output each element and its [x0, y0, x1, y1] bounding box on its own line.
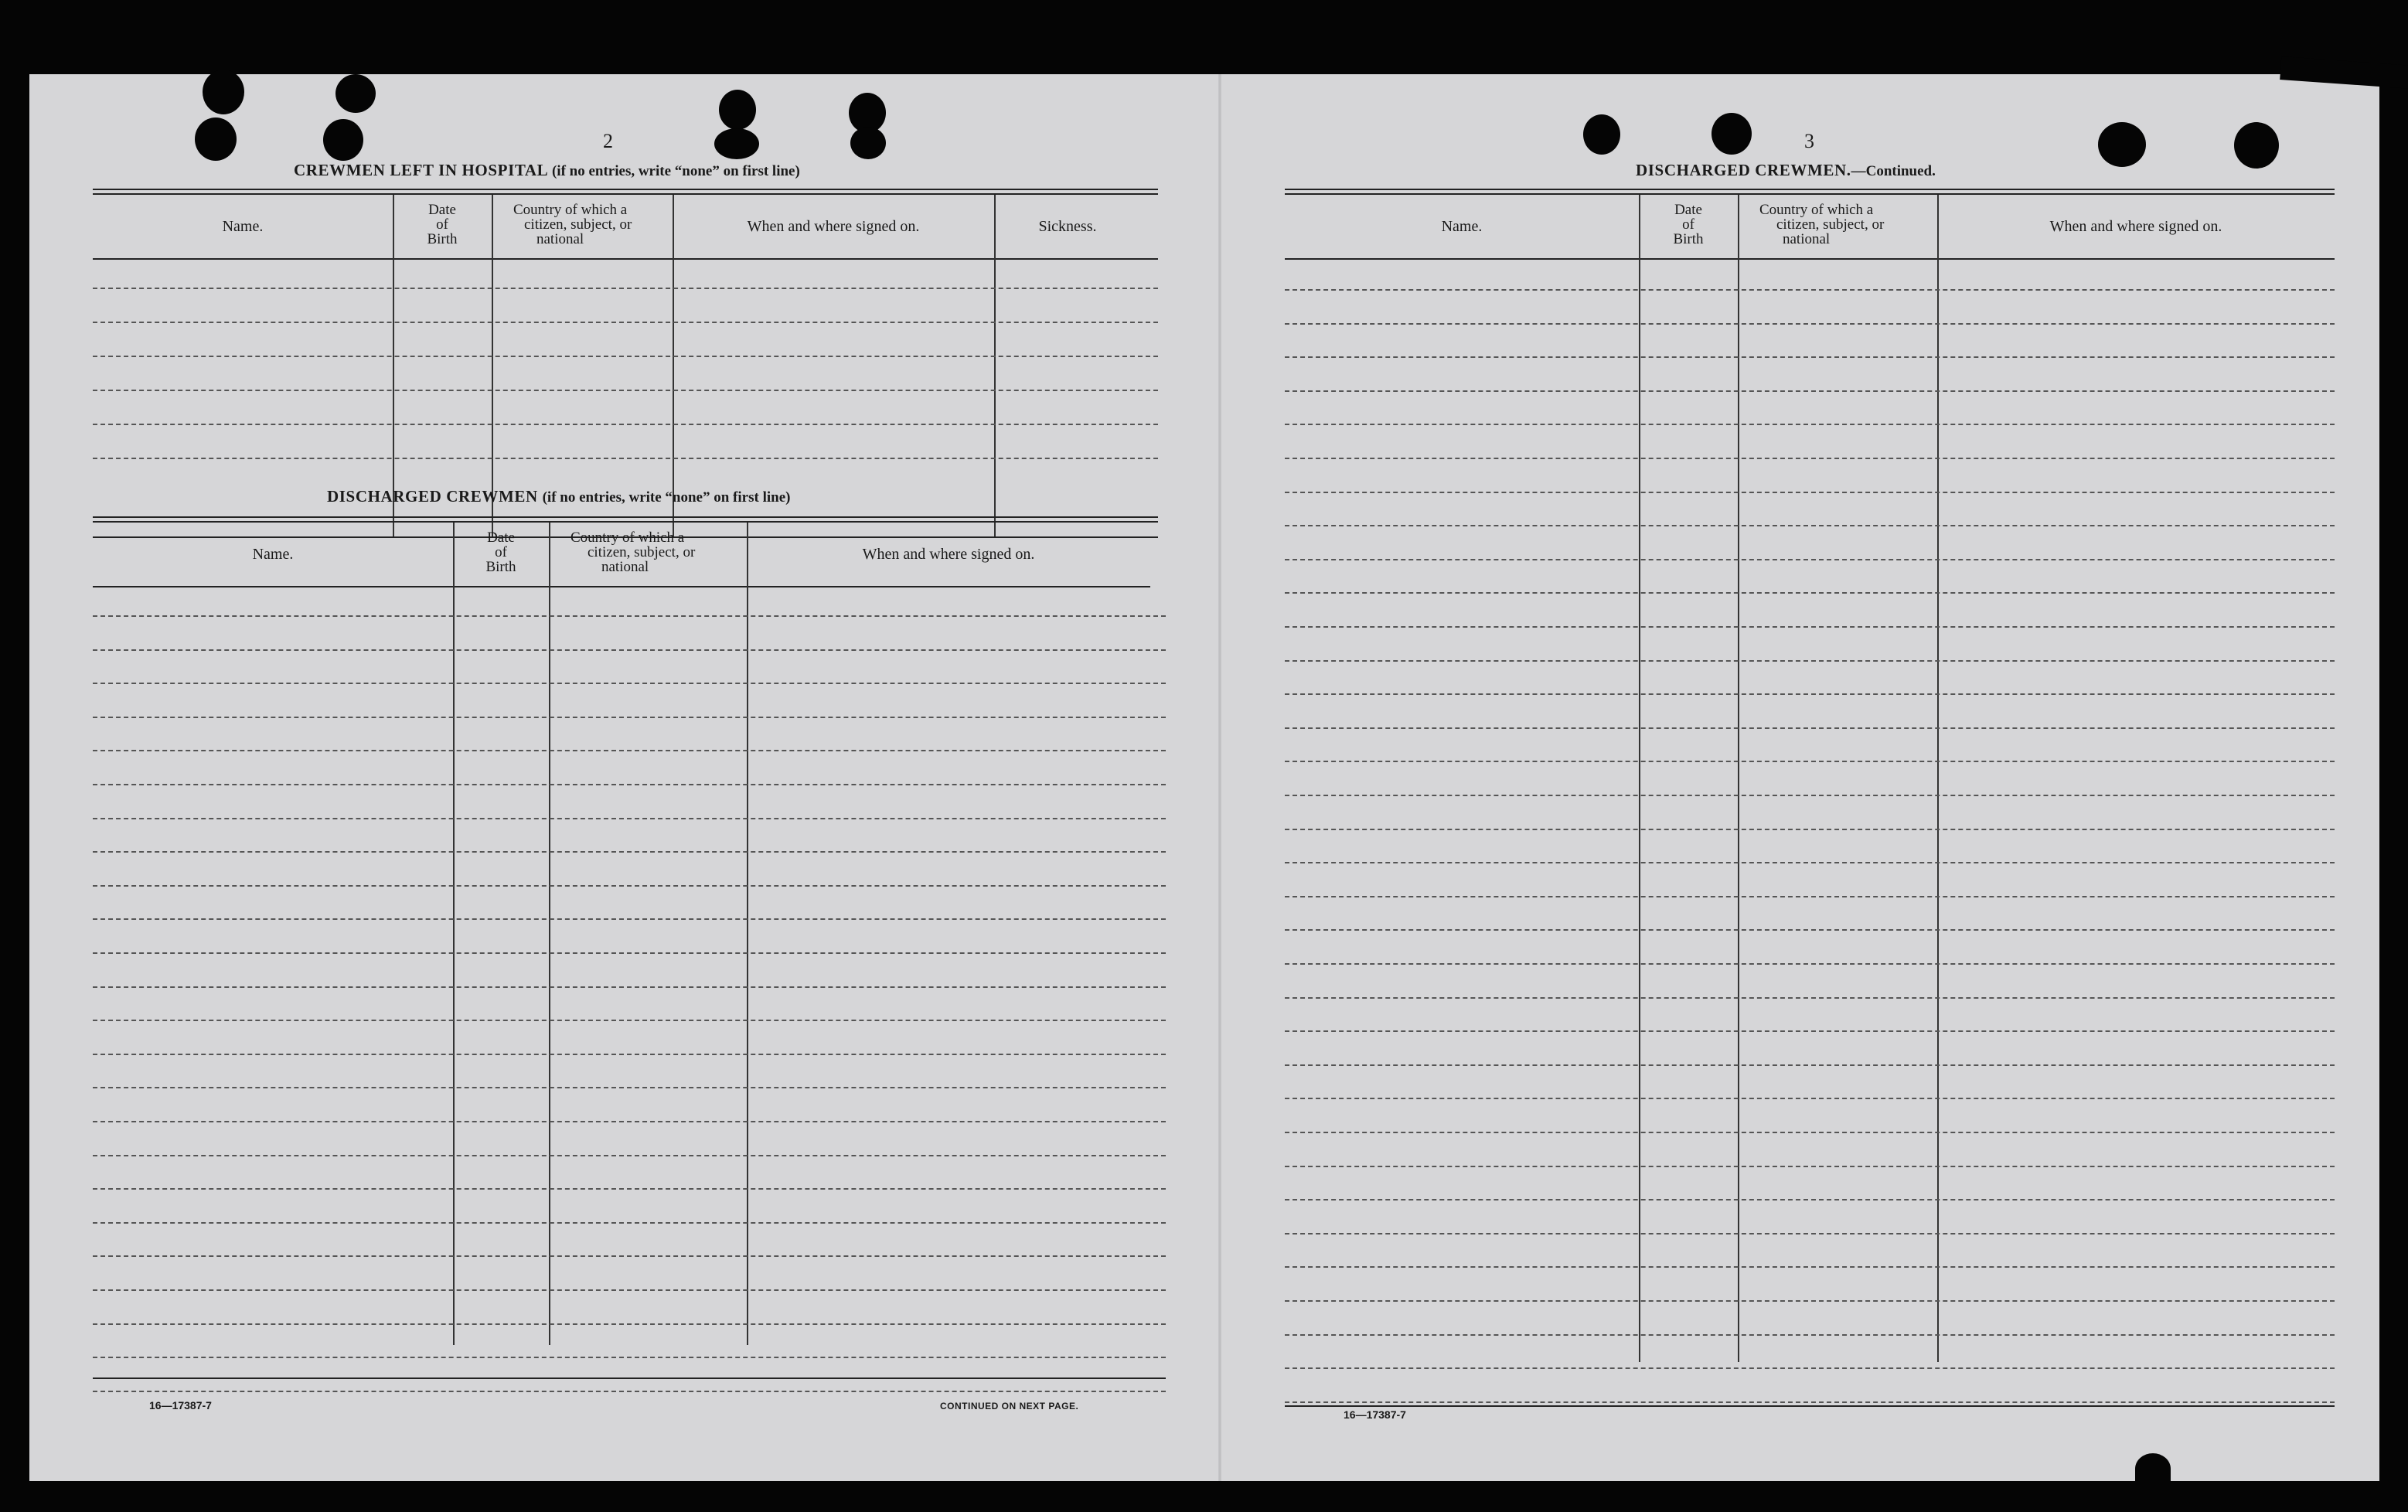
table-row-line	[93, 1188, 1166, 1190]
header-underline	[1285, 258, 2335, 260]
table-row-line	[93, 424, 1158, 425]
table-row-line	[93, 1323, 1166, 1325]
punch-hole	[1711, 113, 1752, 155]
table-row-line	[1285, 1064, 2335, 1066]
table-row-line	[93, 851, 1166, 853]
col-header-name: Name.	[1441, 217, 1483, 235]
punch-hole	[1583, 114, 1620, 155]
hospital-title-note: (if no entries, write “none” on first line)	[551, 163, 800, 179]
table-row-line	[93, 1255, 1166, 1257]
header-underline	[93, 258, 1158, 260]
col-header-dob	[453, 523, 549, 586]
table-row-line	[1285, 1199, 2335, 1200]
table-row-line	[93, 717, 1166, 718]
col-header-name: Name.	[252, 545, 294, 563]
table-row-line	[1285, 896, 2335, 897]
table-row-line	[93, 818, 1166, 819]
table-row-line	[93, 918, 1166, 920]
table-row-line	[1285, 390, 2335, 392]
table-row-line	[1285, 1030, 2335, 1032]
punch-hole	[323, 119, 363, 161]
col-divider	[1639, 195, 1640, 1362]
col-header-country	[1738, 195, 1937, 258]
discharged-table	[93, 523, 1166, 1404]
col-header-country-line2: citizen, subject, or	[1776, 216, 1885, 233]
table-row-line	[1285, 1367, 2335, 1369]
punch-hole	[714, 128, 759, 159]
col-header-when: When and where signed on.	[2049, 217, 2222, 235]
form-number: 16—17387-7	[1344, 1408, 1406, 1421]
table-row-line	[1285, 492, 2335, 493]
table-row-line	[1285, 963, 2335, 965]
table-row-line	[93, 683, 1166, 684]
table-row-line	[93, 1289, 1166, 1291]
table-row-line	[1285, 626, 2335, 628]
table-row-line	[1285, 660, 2335, 662]
col-header-country-line1: Country of which a	[513, 202, 628, 218]
table-row-line	[1285, 727, 2335, 729]
col-divider	[1937, 195, 1939, 1362]
header-underline	[93, 586, 1150, 587]
continued-note: CONTINUED ON NEXT PAGE.	[940, 1401, 1079, 1412]
discharged-cont-title-text: DISCHARGED CREWMEN.	[1636, 161, 1851, 179]
col-header-dob-line3: Birth	[1673, 231, 1704, 247]
col-header-dob-line3: Birth	[485, 559, 516, 575]
col-header-dob-line2: of	[1682, 216, 1694, 233]
col-divider	[393, 195, 394, 536]
table-row-line	[93, 1121, 1166, 1122]
col-header-dob-line2: of	[495, 544, 507, 560]
table-bottom-rule	[93, 1377, 1166, 1379]
col-header-country-line1: Country of which a	[570, 530, 685, 546]
col-header-name: Name.	[222, 217, 264, 235]
punch-hole	[850, 127, 886, 159]
table-row-line	[1285, 1233, 2335, 1234]
table-row-line	[93, 649, 1166, 651]
col-header-dob-line1: Date	[487, 530, 515, 546]
table-row-line	[1285, 356, 2335, 358]
table-row-line	[1285, 1266, 2335, 1268]
discharged-cont-suffix: —Continued.	[1851, 163, 1936, 179]
form-number: 16—17387-7	[149, 1399, 212, 1412]
left-page	[29, 74, 1220, 1481]
table-row-line	[1285, 1098, 2335, 1099]
right-page	[1220, 74, 2379, 1481]
col-header-country	[549, 523, 747, 586]
page-number: 2	[603, 130, 613, 152]
col-header-dob-line2: of	[436, 216, 448, 233]
table-row-line	[1285, 592, 2335, 594]
table-row-line	[93, 356, 1158, 357]
hospital-title-text: CREWMEN LEFT IN HOSPITAL	[294, 161, 548, 179]
discharged-cont-top-rule	[1285, 189, 2335, 195]
table-row-line	[1285, 795, 2335, 796]
col-header-dob-line3: Birth	[427, 231, 458, 247]
table-row-line	[93, 952, 1166, 954]
table-row-line	[93, 1054, 1166, 1055]
table-row-line	[1285, 862, 2335, 863]
table-row-line	[1285, 997, 2335, 999]
table-bottom-rule	[1285, 1405, 2335, 1407]
discharged-cont-title	[1636, 161, 1936, 180]
table-row-line	[1285, 829, 2335, 830]
discharged-section-title	[327, 487, 790, 506]
col-header-dob-line1: Date	[428, 202, 456, 218]
col-header-sickness: Sickness.	[1038, 217, 1097, 235]
punch-hole	[195, 117, 237, 161]
punch-hole	[2098, 122, 2146, 167]
table-row-line	[1285, 559, 2335, 560]
col-header-country	[492, 195, 673, 258]
col-header-dob	[393, 195, 492, 258]
col-header-country-line2: citizen, subject, or	[524, 216, 632, 233]
col-header-dob	[1639, 195, 1738, 258]
col-header-country-line1: Country of which a	[1759, 202, 1874, 218]
hospital-table	[93, 195, 1158, 536]
col-divider	[673, 195, 674, 536]
punch-hole	[335, 74, 376, 113]
table-row-line	[1285, 1132, 2335, 1133]
table-row-line	[93, 784, 1166, 785]
table-row-line	[1285, 693, 2335, 695]
hospital-top-rule	[93, 189, 1158, 195]
table-row-line	[93, 1222, 1166, 1224]
discharged-top-rule	[93, 516, 1158, 523]
col-header-country-line3: national	[601, 559, 649, 575]
table-row-line	[1285, 424, 2335, 425]
table-row-line	[93, 322, 1158, 323]
table-row-line	[1285, 1166, 2335, 1167]
punch-hole	[2234, 122, 2279, 169]
col-header-country-line3: national	[536, 231, 584, 247]
table-row-line	[93, 750, 1166, 751]
table-row-line	[1285, 458, 2335, 459]
table-row-line	[1285, 929, 2335, 931]
table-row-line	[1285, 761, 2335, 762]
table-row-line	[93, 458, 1158, 459]
table-row-line	[1285, 1300, 2335, 1302]
table-row-line	[93, 288, 1158, 289]
table-row-line	[93, 1155, 1166, 1156]
table-row-line	[1285, 525, 2335, 526]
discharged-cont-table	[1285, 195, 2335, 1408]
col-header-country-line2: citizen, subject, or	[588, 544, 696, 560]
table-row-line	[93, 1087, 1166, 1088]
table-row-line	[93, 1357, 1166, 1358]
col-divider	[994, 195, 996, 536]
table-row-line	[1285, 323, 2335, 325]
table-row-line	[93, 615, 1166, 617]
discharged-title-note: (if no entries, write “none” on first line)	[542, 489, 791, 506]
col-divider	[1738, 195, 1739, 1362]
table-row-line	[93, 885, 1166, 887]
punch-hole	[203, 70, 244, 114]
punch-hole	[719, 90, 756, 130]
table-row-line	[93, 986, 1166, 988]
col-header-dob-line1: Date	[1674, 202, 1702, 218]
corner-tear	[2135, 1453, 2171, 1484]
col-header-when: When and where signed on.	[862, 545, 1035, 563]
col-header-when: When and where signed on.	[747, 217, 920, 235]
table-row-line	[93, 1020, 1166, 1021]
table-row-line	[93, 1391, 1166, 1392]
table-row-line	[93, 390, 1158, 391]
discharged-title-text: DISCHARGED CREWMEN	[327, 487, 538, 506]
table-row-line	[1285, 289, 2335, 291]
document-sheet	[29, 74, 2379, 1481]
table-row-line	[1285, 1401, 2335, 1403]
col-header-country-line3: national	[1783, 231, 1831, 247]
table-row-line	[1285, 1334, 2335, 1336]
col-divider	[492, 195, 493, 536]
page-number: 3	[1804, 130, 1814, 152]
hospital-section-title	[294, 161, 800, 180]
